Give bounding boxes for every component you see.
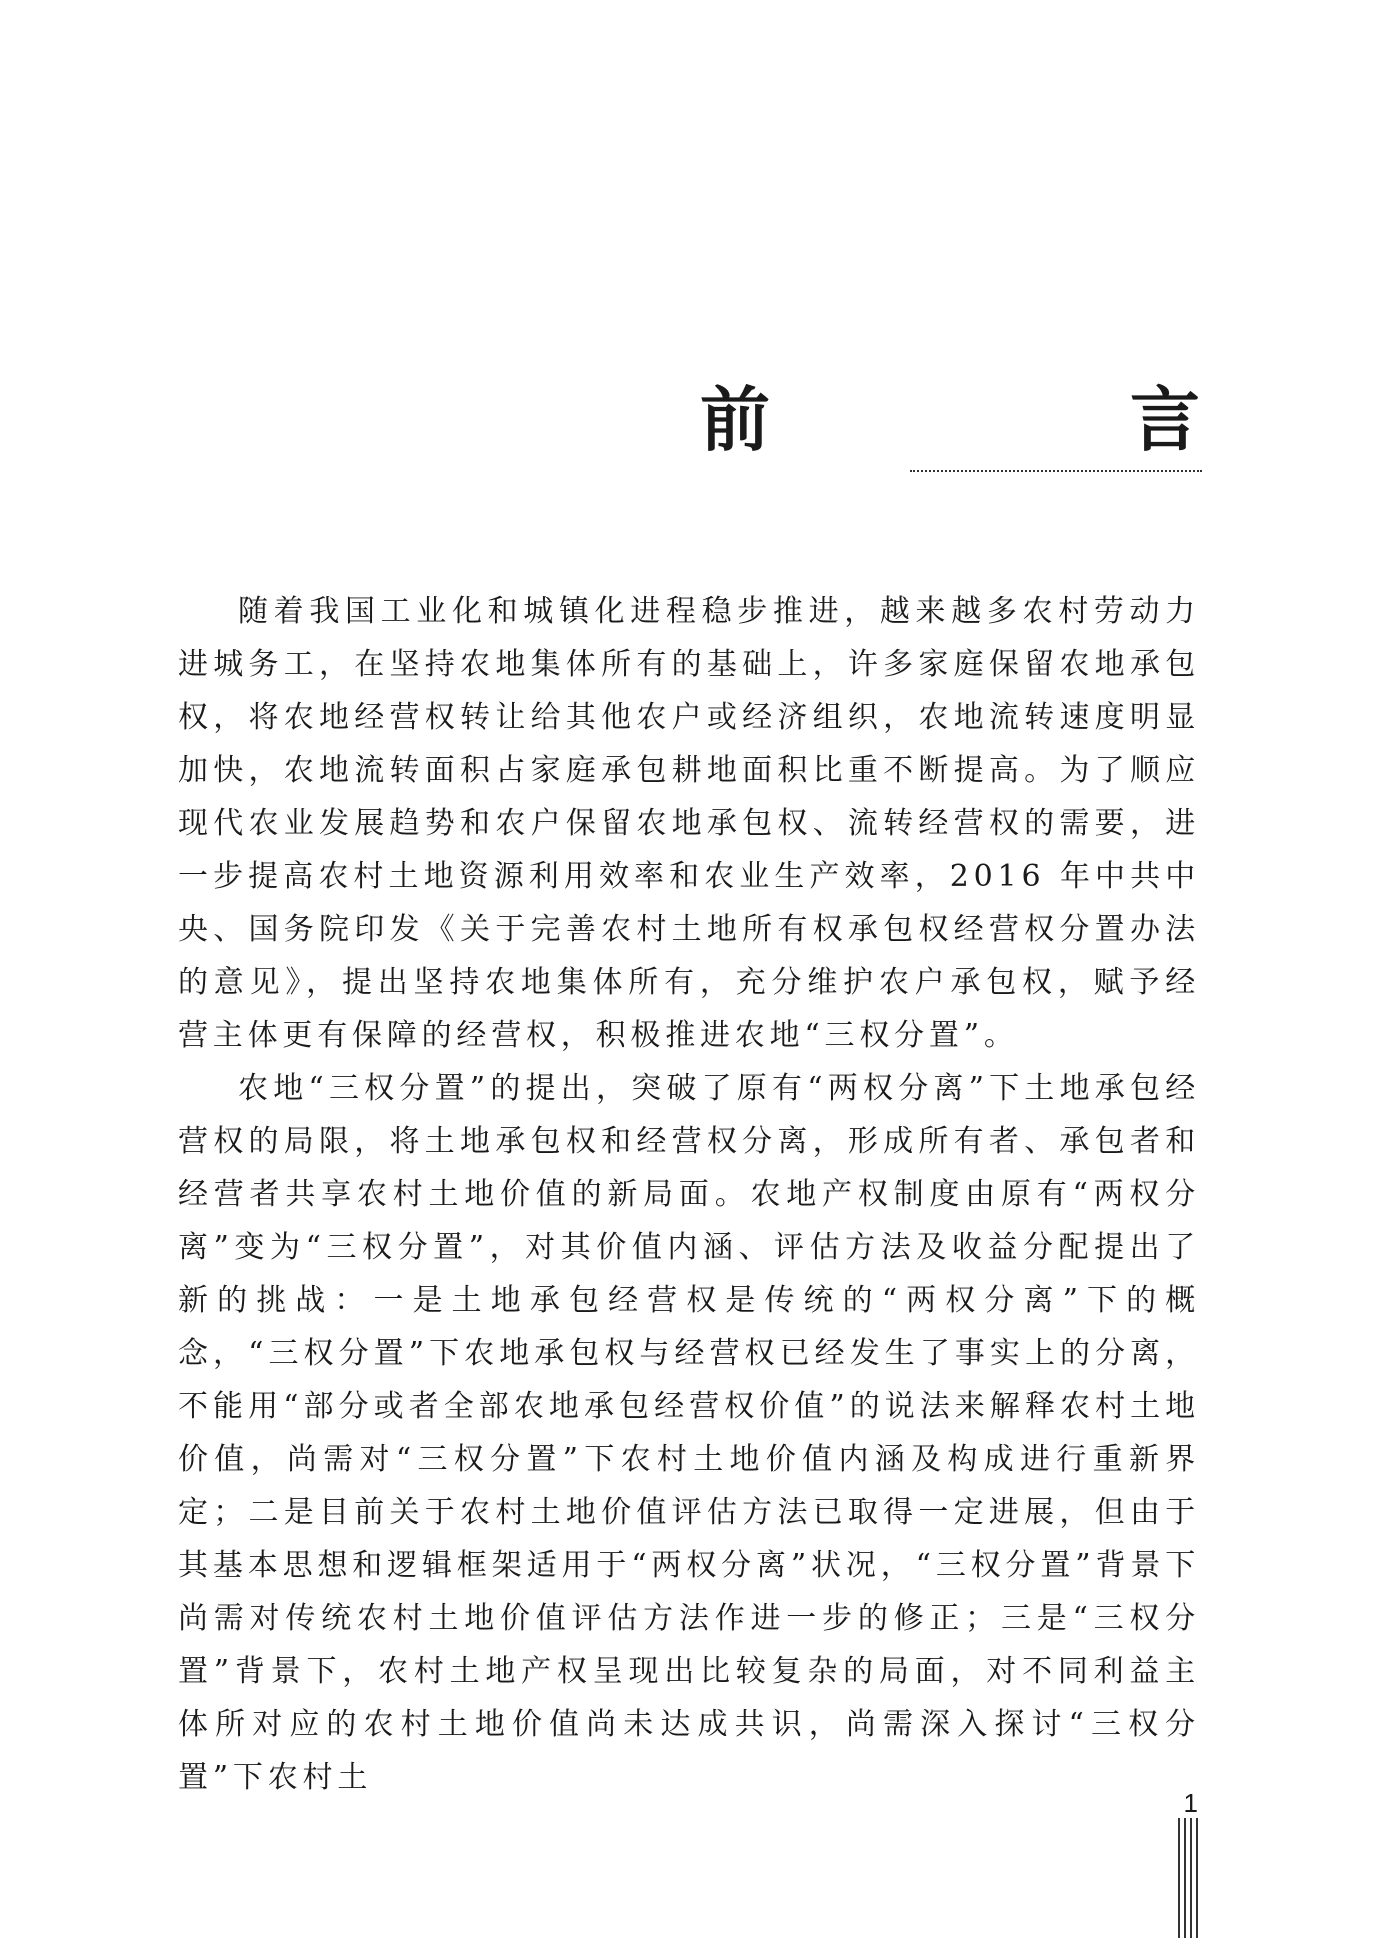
paragraph-1: 随着我国工业化和城镇化进程稳步推进，越来越多农村劳动力进城务工，在坚持农地集体所有的基础上，许多家庭保留农地承包权，将农地经营权转让给其他农户或经济组织，农地流转速度明显加快，农地流转面积占家庭承包耕地面积比重不断提高。为了顺应现代农业发展趋势和农户保留农地承包权、流转经营权的需要，进一步提高农村土地资源利用效率和农业生产效率，2016 年中共中央、国务院印发《关于完善农村土地所有权承包权经营权分置办法的意见》，提出坚持农地集体所有，充分维护农户承包权，赋予经营主体更有保障的经营权，积极推进农地“三权分置”。: [178, 594, 1200, 1053]
title-char-2: 言: [1130, 378, 1200, 461]
page-title: [700, 378, 1200, 461]
title-char-1: 前: [700, 378, 770, 461]
margin-decoration-lines: [1178, 1818, 1198, 1938]
title-dotted-rule: [910, 470, 1202, 472]
paragraph-2: 农地“三权分置”的提出，突破了原有“两权分离”下土地承包经营权的局限，将土地承包权和经营权分离，形成所有者、承包者和经营者共享农村土地价值的新局面。农地产权制度由原有“两权分离”变为“三权分置”，对其价值内涵、评估方法及收益分配提出了新的挑战：一是土地承包经营权是传统的“两权分离”下的概念，“三权分置”下农地承包权与经营权已经发生了事实上的分离，不能用“部分或者全部农地承包经营权价值”的说法来解释农村土地价值，尚需对“三权分置”下农村土地价值内涵及构成进行重新界定；二是目前关于农村土地价值评估方法已取得一定进展，但由于其基本思想和逻辑框架适用于“两权分离”状况，“三权分置”背景下尚需对传统农村土地价值评估方法作进一步的修正；三是“三权分置”背景下，农村土地产权呈现出比较复杂的局面，对不同利益主体所对应的农村土地价值尚未达成共识，尚需深入探讨“三权分置”下农村土: [178, 1071, 1200, 1795]
body-text: [178, 585, 1200, 1804]
page-number: 1: [1183, 1788, 1198, 1818]
